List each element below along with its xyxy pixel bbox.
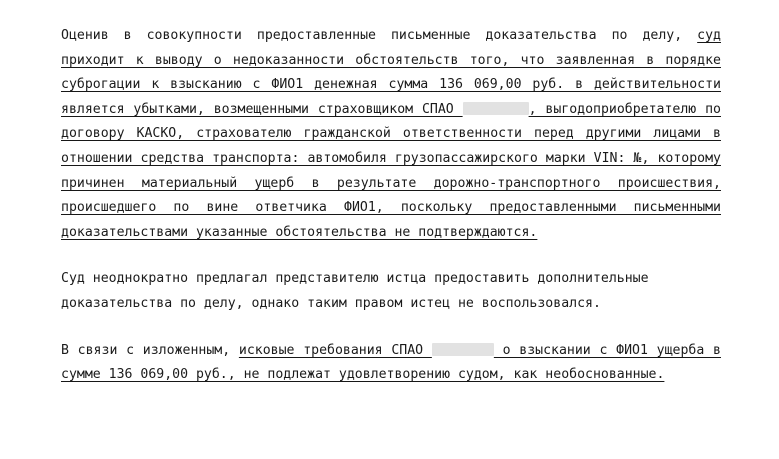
text-run-plain: Оценив в совокупности предоставленные письменные доказательства по делу, [61, 28, 698, 43]
text-run-underlined: исковые требования СПАО [238, 342, 432, 358]
redaction-block [432, 343, 494, 356]
document-text-body [61, 24, 721, 388]
text-run-plain: Суд неоднократно предлагал представителю истца предоставить дополнительные доказательства по делу, однако таким правом истец не воспользовался. [61, 271, 649, 311]
text-run-underlined: , выгодоприобретателю по договору КАСКО, страхователю гражданской ответственности перед другими лицами в отношении средства транспорта: автомобиля грузопассажирского марки VIN: №, которому причинен материальный ущерб в результате дорожно-транспортного происшествия, происшедшего по вине ответчика ФИО1, поскольку предоставленными письменными доказательствами указанные обстоятельства не подтверждаются. [61, 101, 721, 240]
text-run-underlined: суд приходит к выводу о недоказанности обстоятельств того, что заявленная в порядке суброгации к взысканию с ФИО1 денежная сумма 136 069,00 руб. в действительности является убытками, возмещенными страховщиком СПАО [61, 28, 721, 117]
paragraph-1 [61, 24, 721, 245]
text-run-plain: В связи с изложенным, [61, 342, 239, 358]
text-run-underlined: о взыскании с ФИО1 ущерба в сумме 136 069,00 руб., не подлежат удовлетворению судом, как необоснованные. [61, 342, 721, 383]
redaction-block [463, 102, 529, 115]
paragraph-2 [61, 267, 721, 316]
paragraph-3 [61, 339, 721, 388]
